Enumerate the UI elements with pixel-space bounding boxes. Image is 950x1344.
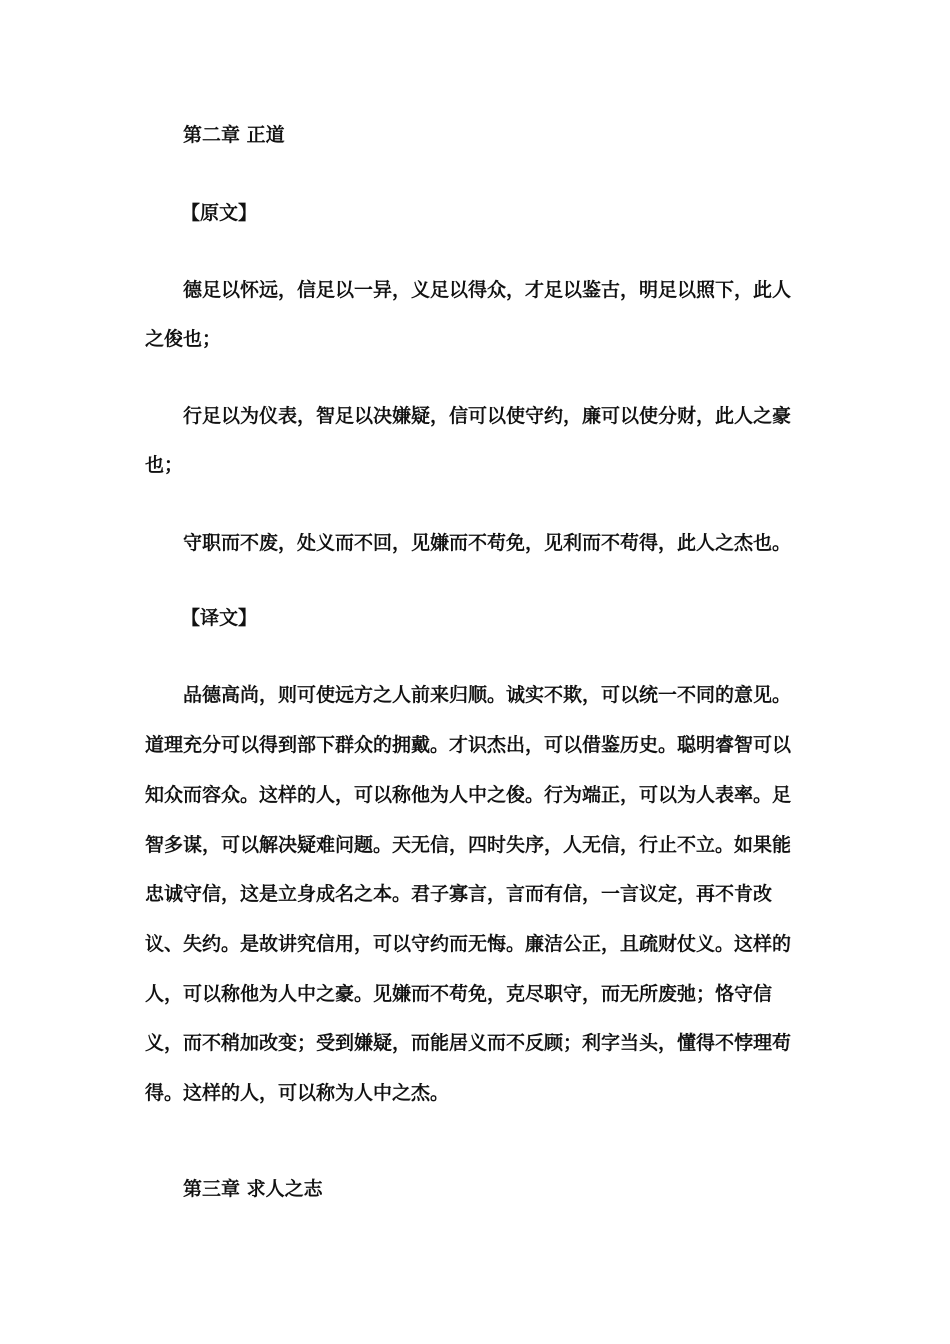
translation-line-7: 人，可以称他为人中之豪。见嫌而不苟免，克尽职守，而无所废弛；恪守信: [145, 983, 773, 1005]
original-paragraph-1-line-2: 之俊也；: [145, 328, 222, 350]
chapter-2-title: 第二章 正道: [183, 124, 285, 146]
translation-line-5: 忠诚守信，这是立身成名之本。君子寡言，言而有信，一言议定，再不肯改: [145, 883, 773, 905]
original-paragraph-3-line-1: 守职而不废，处义而不回，见嫌而不苟免，见利而不苟得，此人之杰也。: [183, 532, 792, 554]
translation-line-3: 知众而容众。这样的人，可以称他为人中之俊。行为端正，可以为人表率。足: [145, 784, 792, 806]
original-text-label: 【原文】: [181, 202, 258, 224]
translation-line-1: 品德高尚，则可使远方之人前来归顺。诚实不欺，可以统一不同的意见。: [183, 684, 792, 706]
translation-label: 【译文】: [181, 607, 258, 629]
translation-line-9: 得。这样的人，可以称为人中之杰。: [145, 1082, 450, 1104]
translation-line-4: 智多谋，可以解决疑难问题。天无信，四时失序，人无信，行止不立。如果能: [145, 834, 792, 856]
original-paragraph-2-line-2: 也；: [145, 454, 184, 476]
translation-line-6: 议、失约。是故讲究信用，可以守约而无悔。廉洁公正，且疏财仗义。这样的: [145, 933, 792, 955]
translation-line-2: 道理充分可以得到部下群众的拥戴。才识杰出，可以借鉴历史。聪明睿智可以: [145, 734, 792, 756]
chapter-3-title: 第三章 求人之志: [183, 1178, 323, 1200]
original-paragraph-1-line-1: 德足以怀远，信足以一异，义足以得众，才足以鉴古，明足以照下，此人: [183, 279, 792, 301]
translation-line-8: 义，而不稍加改变；受到嫌疑，而能居义而不反顾；利字当头，懂得不悖理苟: [145, 1032, 792, 1054]
original-paragraph-2-line-1: 行足以为仪表，智足以决嫌疑，信可以使守约，廉可以使分财，此人之豪: [183, 405, 792, 427]
